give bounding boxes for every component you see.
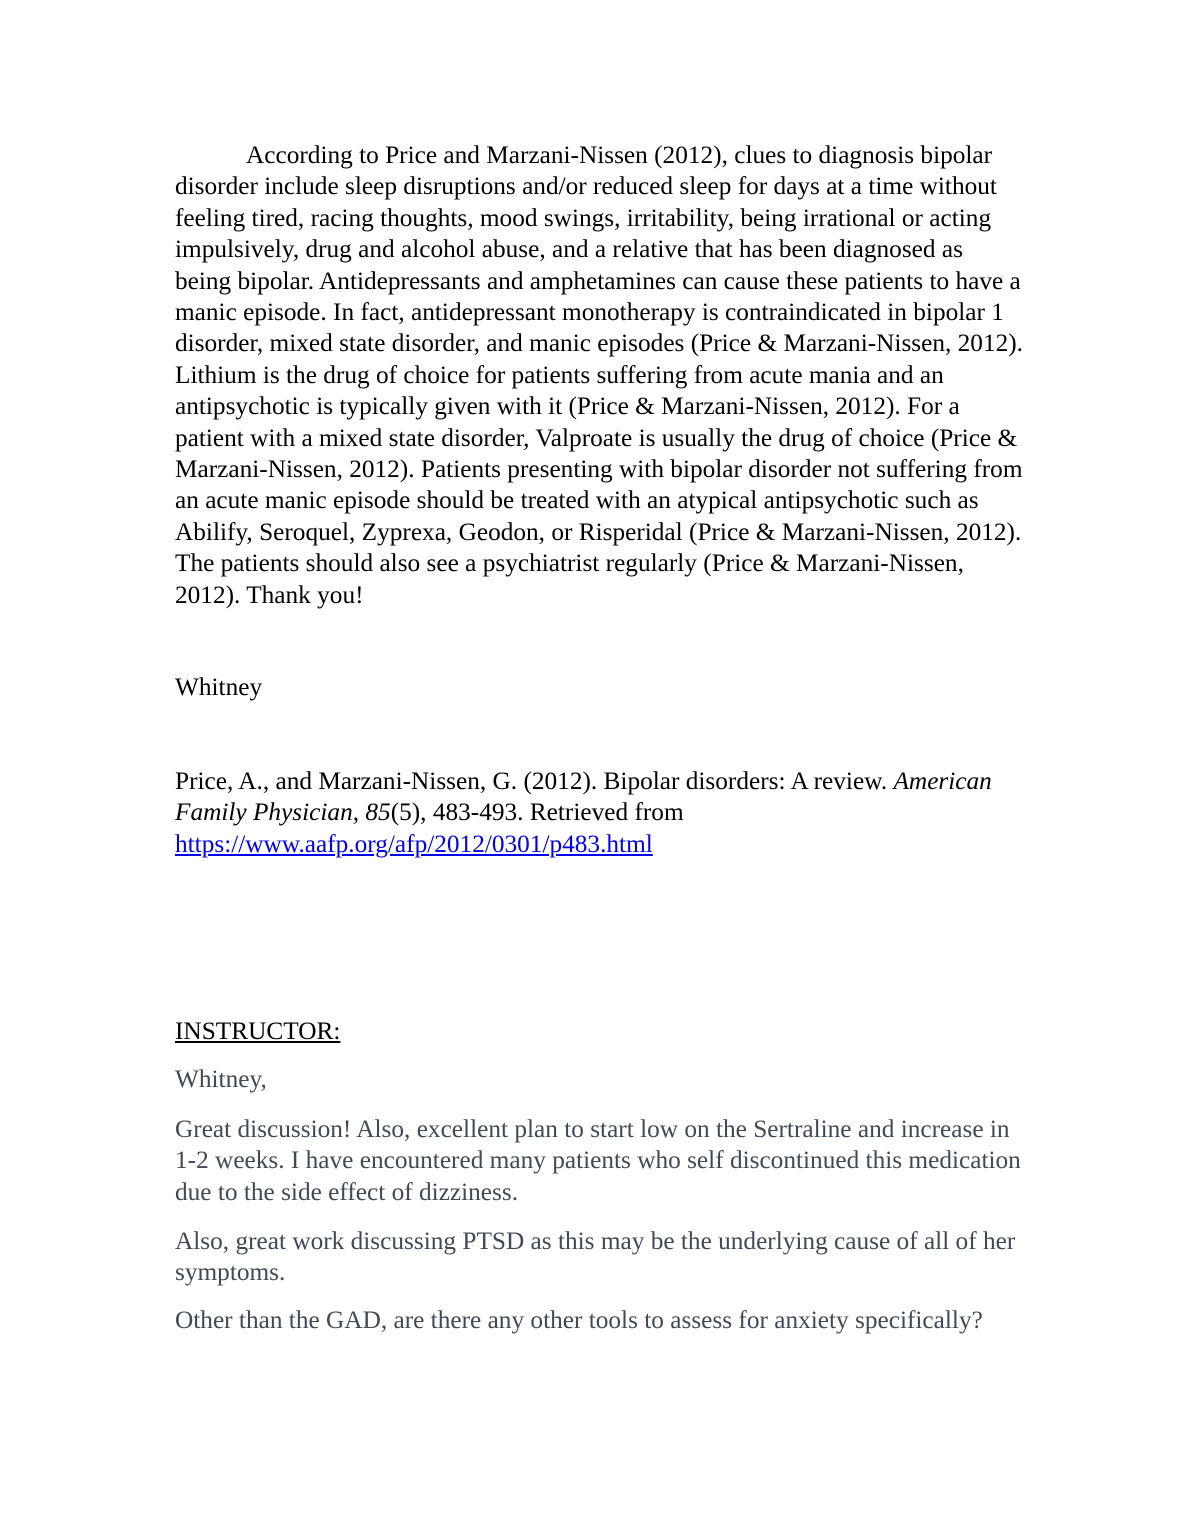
- instructor-greeting: Whitney,: [175, 1065, 267, 1093]
- reference-issue-pages: (5), 483-493. Retrieved from: [390, 798, 684, 827]
- reference-authors-title: Price, A., and Marzani-Nissen, G. (2012). Bipolar disorders: A review.: [175, 767, 888, 795]
- reference-journal: American Family Physician, 85: [175, 767, 992, 827]
- reference-link[interactable]: https://www.aafp.org/afp/2012/0301/p483.html: [175, 829, 653, 858]
- post-paragraph: According to Price and Marzani-Nissen (2012), clues to diagnosis bipolar disorder include sleep disruptions and/or reduced sleep for days at a time without feeling tired, racing thoughts, mood swings, irritability, being irrational or acting impulsively, drug and alcohol abuse, and a relative that has been diagnosed as being bipolar. Antidepressants and amphetamines can cause these patients to have a manic episode. In fact, antidepressant monotherapy is contraindicated in bipolar 1 disorder, mixed state disorder, and manic episodes (Price & Marzani-Nissen, 2012). Lithium is the drug of choice for patients suffering from acute mania and an antipsychotic is typically given with it (Price & Marzani-Nissen, 2012). For a patient with a mixed state disorder, Valproate is usually the drug of choice (Price & Marzani-Nissen, 2012). Patients presenting with bipolar disorder not suffering from an acute manic episode should be treated with an atypical antipsychotic such as Abilify, Seroquel, Zyprexa, Geodon, or Risperidal (Price & Marzani-Nissen, 2012). The patients should also see a psychiatrist regularly (Price & Marzani-Nissen, 2012). Thank you!: [175, 141, 1024, 609]
- instructor-paragraph: Other than the GAD, are there any other tools to assess for anxiety specifically?: [175, 1306, 983, 1334]
- reference-entry: [175, 766, 1025, 860]
- instructor-paragraph: Also, great work discussing PTSD as this may be the underlying cause of all of her symptoms.: [175, 1227, 1016, 1287]
- post-signature: Whitney: [175, 673, 263, 701]
- instructor-paragraph: Great discussion! Also, excellent plan to start low on the Sertraline and increase in 1-2 weeks. I have encountered many patients who self discontinued this medication due to the side effect of dizziness.: [175, 1115, 1021, 1206]
- instructor-heading: INSTRUCTOR:: [175, 1017, 341, 1045]
